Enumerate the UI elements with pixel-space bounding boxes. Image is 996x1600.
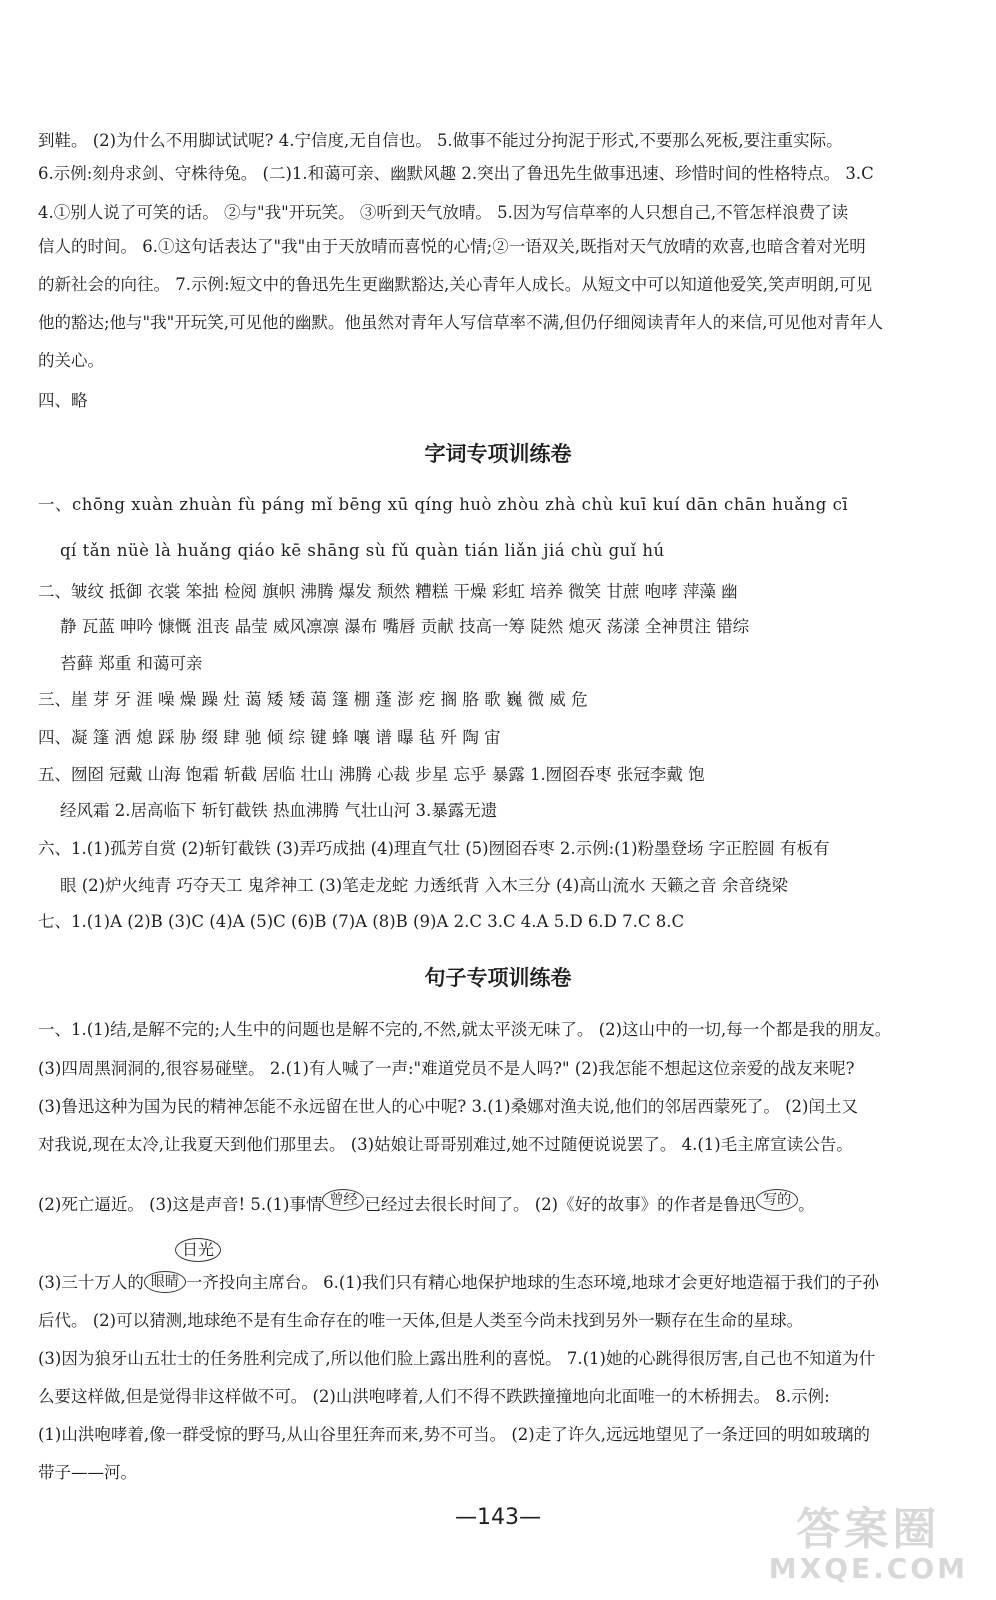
answer-line: 眼 (2)炉火纯青 巧夺天工 鬼斧神工 (3)笔走龙蛇 力透纸背 入木三分 (4)高山流水 天籁之音 余音绕梁	[60, 876, 788, 895]
watermark-url: MXQE.COM	[768, 1552, 968, 1585]
answer-line: 的关心。	[38, 351, 104, 370]
answer-line: (1)山洪咆哮着,像一群受惊的野马,从山谷里狂奔而来,势不可当。 (2)走了许久,远远地望见了一条迂回的明如玻璃的	[38, 1425, 870, 1444]
section-title: 句子专项训练卷	[424, 966, 572, 990]
answer-line: 静 瓦蓝 呻吟 慷慨 沮丧 晶莹 威风凛凛 瀑布 嘴唇 贡献 技高一筹 陡然 熄灭 荡漾 全神贯注 错综	[60, 617, 750, 636]
page-number: —143—	[455, 1505, 541, 1530]
section-title: 字词专项训练卷	[424, 442, 572, 466]
answer-line: 一、1.(1)结,是解不完的;人生中的问题也是解不完的,不然,就太平淡无味了。 (2)这山中的一切,每一个都是我的朋友。	[38, 1020, 892, 1039]
answer-line: 五、囫囵 冠戴 山海 饱霜 斩截 居临 壮山 沸腾 心裁 步星 忘乎 暴露 1.囫囵吞枣 张冠李戴 饱	[38, 765, 705, 784]
answer-text: (2)死亡逼近。 (3)这是声音! 5.(1)事情	[38, 1195, 323, 1214]
answer-line: (3)四周黑洞洞的,很容易碰壁。 2.(1)有人喊了一声:"难道党员不是人吗?" (2)我怎能不想起这位亲爱的战友来呢?	[38, 1059, 855, 1078]
site-watermark	[769, 1506, 968, 1584]
answer-line: 苔藓 郑重 和蔼可亲	[60, 654, 203, 673]
pinyin-line: 一、chōng xuàn zhuàn fù páng mǐ bēng xū qíng huò zhòu zhà chù kuī kuí dān chān huǎng cī	[38, 495, 849, 514]
answer-line: 他的豁达;他与"我"开玩笑,可见他的幽默。他虽然对青年人写信草率不满,但仍仔细阅读青年人的来信,可见他对青年人	[38, 313, 883, 332]
answer-line: 七、1.(1)A (2)B (3)C (4)A (5)C (6)B (7)A (8)B (9)A 2.C 3.C 4.A 5.D 6.D 7.C 8.C	[38, 912, 685, 931]
answer-line: 二、皱纹 抵御 衣裳 笨拙 检阅 旗帜 沸腾 爆发 颓然 糟糕 干燥 彩虹 培养 微笑 甘蔗 咆哮 萍藻 幽	[38, 582, 738, 601]
replacement-word-mark: 日光	[175, 1238, 221, 1262]
circled-word-mark: 眼睛	[144, 1271, 186, 1293]
answer-line: (3)因为狼牙山五壮士的任务胜利完成了,所以他们脸上露出胜利的喜悦。 7.(1)她的心跳得很厉害,自己也不知道为什	[38, 1349, 876, 1368]
answer-line: 后代。 (2)可以猜测,地球绝不是有生命存在的唯一天体,但是人类至今尚未找到另外一颗存在生命的星球。	[38, 1311, 804, 1330]
answer-line: 经风霜 2.居高临下 斩钉截铁 热血沸腾 气壮山河 3.暴露无遗	[60, 801, 498, 820]
answer-line: 四、凝 篷 洒 熄 踩 胁 缀 肆 驰 倾 综 键 蜂 嚷 谱 曝 毡 歼 陶 宙	[38, 728, 501, 747]
answer-line: 带子——河。	[38, 1463, 137, 1482]
answer-line: 三、崖 芽 牙 涯 噪 燥 躁 灶 蔼 矮 矮 蔼 篷 棚 蓬 澎 疙 搁 胳 歌 巍 微 威 危	[38, 690, 588, 709]
pinyin-line: qí tǎn nüè là huǎng qiáo kē shāng sù fǔ quàn tián liǎn jiá chù guǐ hú	[60, 541, 665, 560]
answer-text: 已经过去很长时间了。 (2)《好的故事》的作者是鲁迅	[364, 1195, 757, 1214]
answer-line-with-marks	[38, 1272, 974, 1294]
answer-line: 么要这样做,但是觉得非这样做不可。 (2)山洪咆哮着,人们不得不跌跌撞撞地向北面唯一的木桥拥去。 8.示例:	[38, 1387, 830, 1406]
answer-line: 到鞋。 (2)为什么不用脚试试呢? 4.宁信度,无自信也。 5.做事不能过分拘泥于形式,不要那么死板,要注重实际。	[38, 131, 843, 150]
answer-text: 。	[798, 1195, 815, 1214]
answer-line: (3)鲁迅这种为国为民的精神怎能不永远留在世人的心中呢? 3.(1)桑娜对渔夫说,他们的邻居西蒙死了。 (2)闰土又	[38, 1097, 858, 1116]
answer-line: 对我说,现在太冷,让我夏天到他们那里去。 (3)姑娘让哥哥别难过,她不过随便说说罢了。 4.(1)毛主席宣读公告。	[38, 1135, 853, 1154]
answer-line-with-marks	[38, 1194, 974, 1216]
answer-text: (3)三十万人的	[38, 1273, 144, 1292]
watermark-logo-text: 答案圈	[796, 1504, 941, 1555]
answer-line: 4.①别人说了可笑的话。 ②与"我"开玩笑。 ③听到天气放晴。 5.因为写信草率的人只想自己,不管怎样浪费了读	[38, 203, 849, 222]
answer-line: 的新社会的向往。 7.示例:短文中的鲁迅先生更幽默豁达,关心青年人成长。从短文中可以知道他爱笑,笑声明朗,可见	[38, 275, 873, 294]
answer-line: 六、1.(1)孤芳自赏 (2)斩钉截铁 (3)弄巧成拙 (4)理直气壮 (5)囫囵吞枣 2.示例:(1)粉墨登场 字正腔圆 有板有	[38, 839, 830, 858]
answer-line: 6.示例:刻舟求剑、守株待兔。 (二)1.和蔼可亲、幽默风趣 2.突出了鲁迅先生做事迅速、珍惜时间的性格特点。 3.C	[38, 164, 874, 183]
answer-text: 一齐投向主席台。 6.(1)我们只有精心地保护地球的生态环境,地球才会更好地造福于我们的子孙	[185, 1273, 879, 1292]
circled-insert-mark: 曾经	[322, 1189, 364, 1211]
answer-line: 信人的时间。 6.①这句话表达了"我"由于天放晴而喜悦的心情;②一语双关,既指对天气放晴的欢喜,也暗含着对光明	[38, 237, 866, 256]
answer-line: 四、略	[38, 391, 88, 410]
circled-insert-mark: 写的	[756, 1189, 798, 1211]
